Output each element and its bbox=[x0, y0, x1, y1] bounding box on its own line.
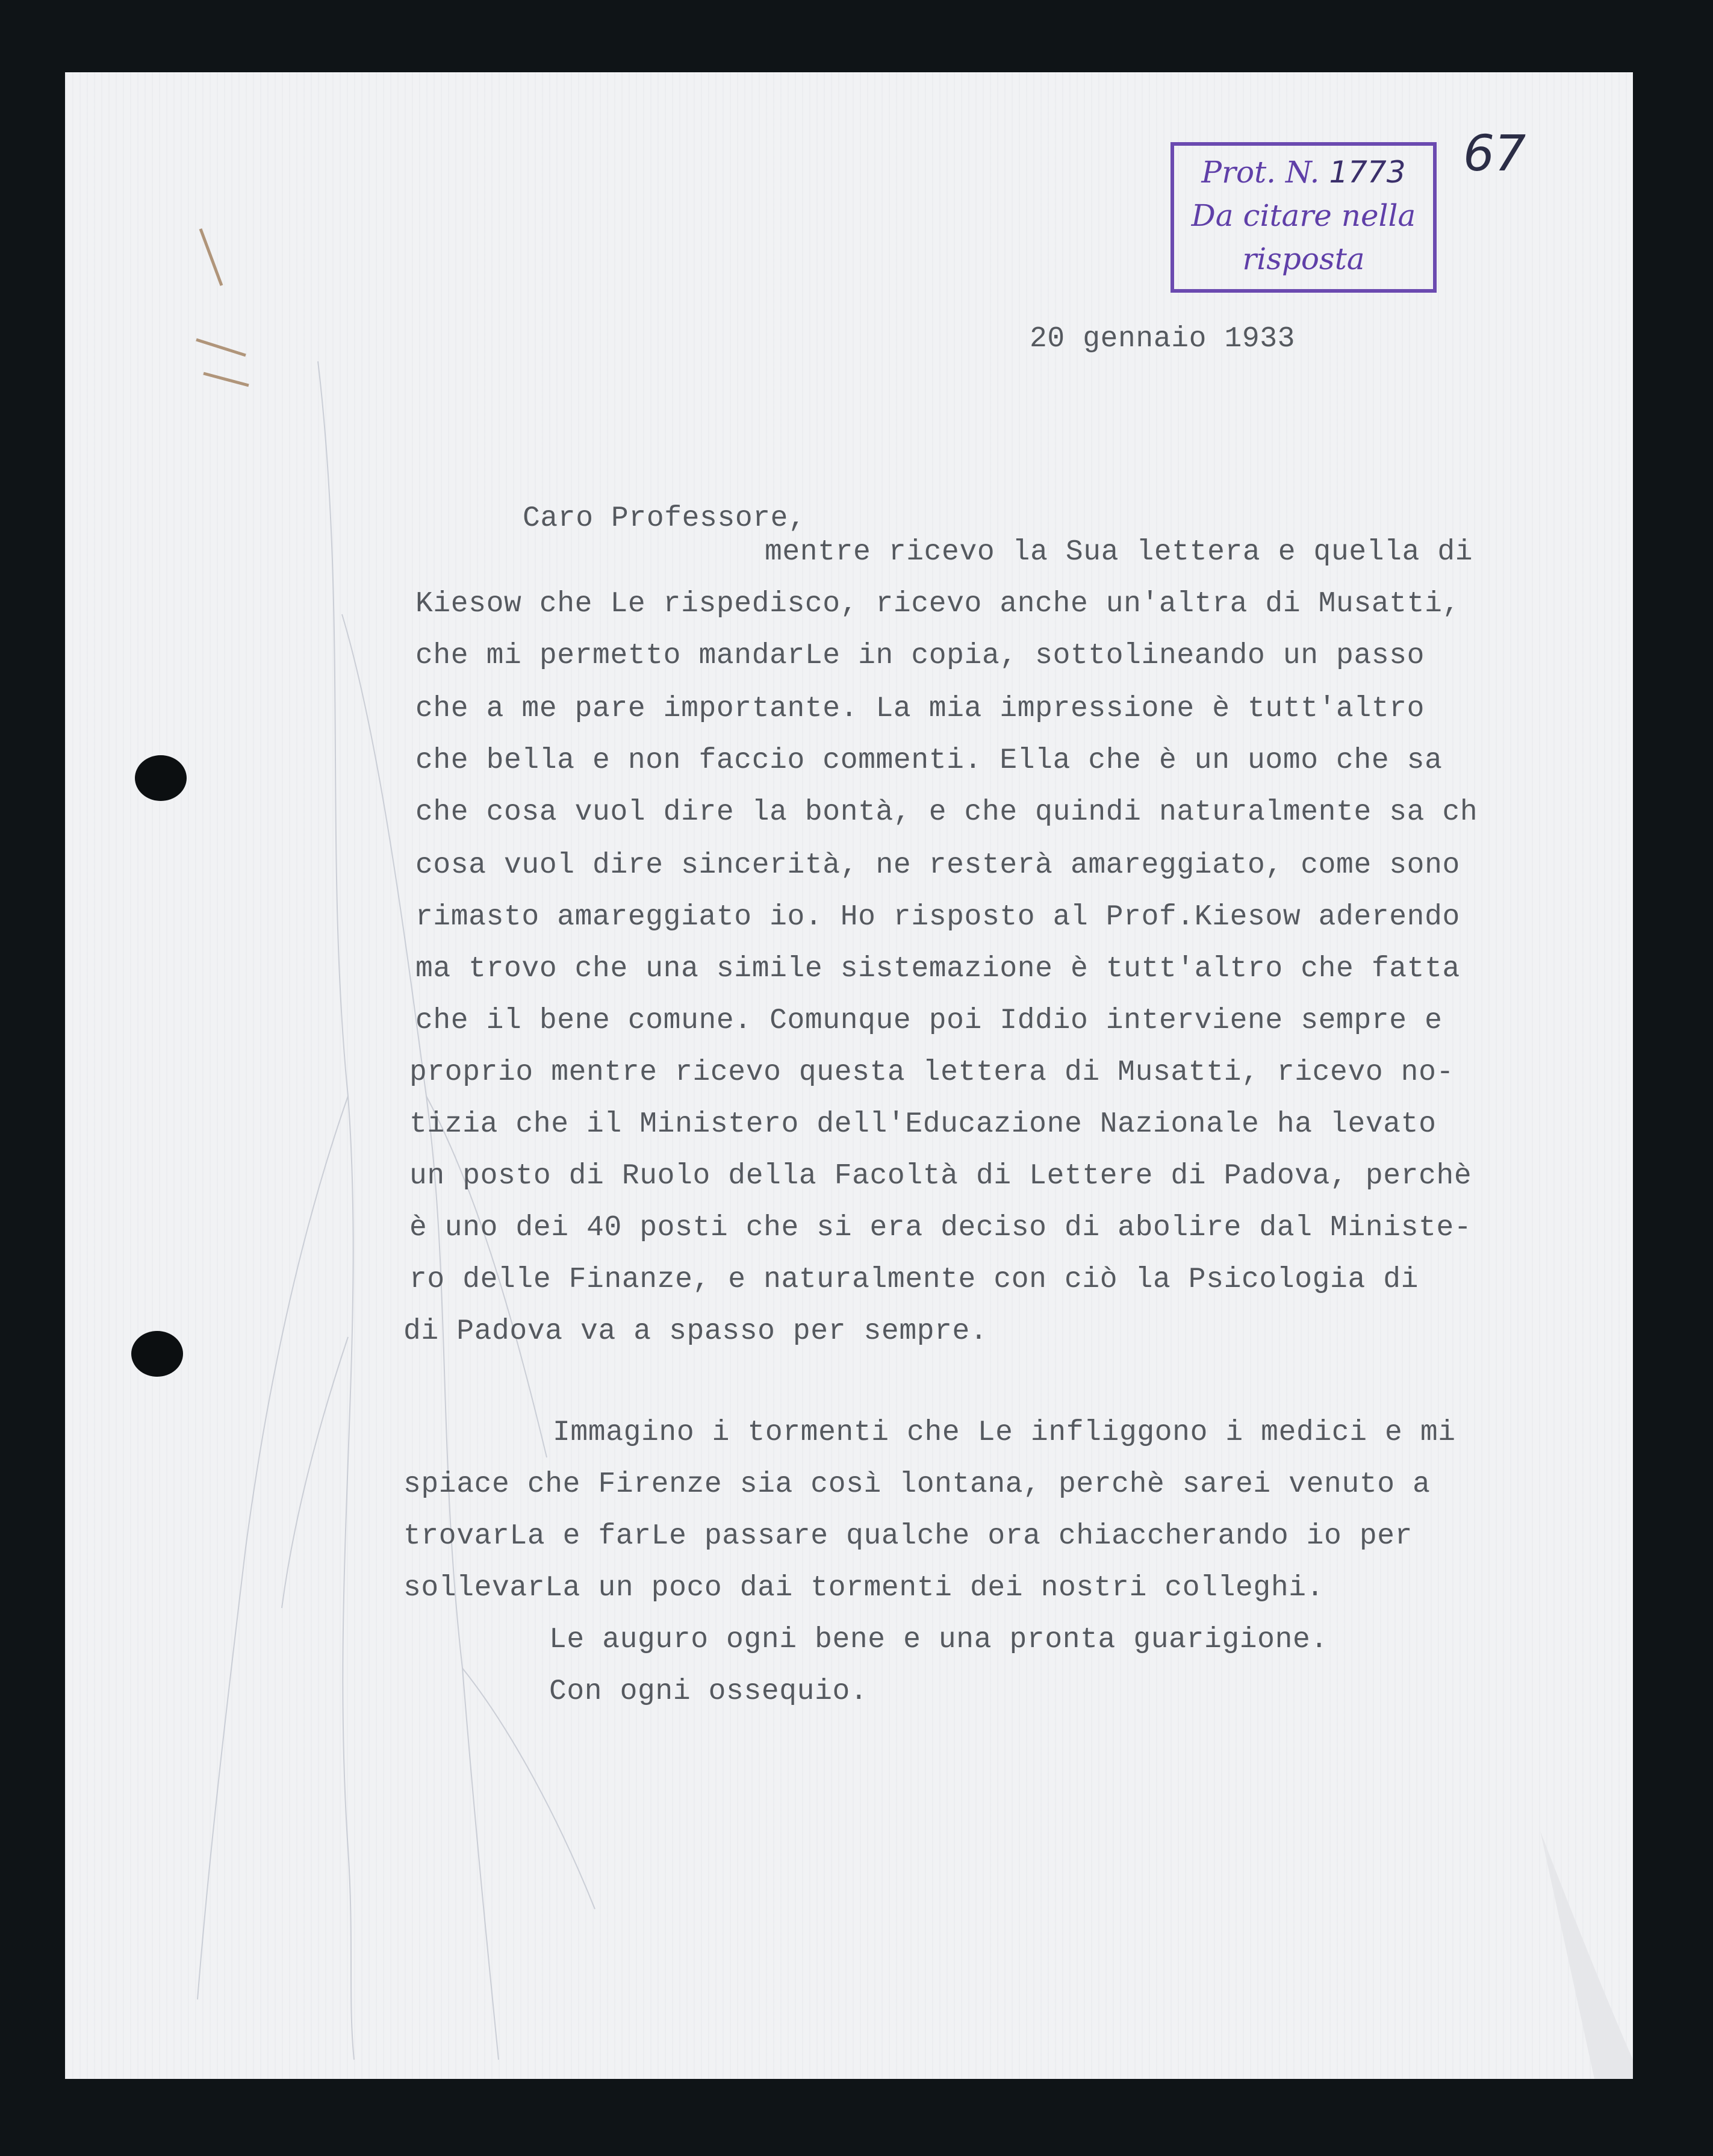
body-line: mentre ricevo la Sua lettera e quella di bbox=[765, 536, 1473, 569]
body-line: rimasto amareggiato io. Ho risposto al Prof.Kiesow aderendo bbox=[415, 901, 1460, 933]
body-line: Con ogni ossequio. bbox=[549, 1675, 868, 1708]
body-line: che a me pare importante. La mia impressione è tutt'altro bbox=[415, 693, 1425, 725]
body-line: Immagino i tormenti che Le infliggono i medici e mi bbox=[553, 1416, 1456, 1449]
stamp-protocol-number: 1773 bbox=[1329, 155, 1406, 190]
body-line: Kiesow che Le rispedisco, ricevo anche un'altra di Musatti, bbox=[415, 588, 1460, 620]
body-line: che mi permetto mandarLe in copia, sottolineando un passo bbox=[415, 640, 1425, 672]
letter-page bbox=[65, 72, 1633, 2079]
body-line: è uno dei 40 posti che si era deciso di abolire dal Ministe- bbox=[409, 1212, 1472, 1244]
punch-hole-bottom bbox=[131, 1331, 183, 1377]
body-line: trovarLa e farLe passare qualche ora chiaccherando io per bbox=[403, 1520, 1413, 1553]
body-line: un posto di Ruolo della Facoltà di Lettere di Padova, perchè bbox=[409, 1160, 1472, 1192]
body-line: che cosa vuol dire la bontà, e che quindi naturalmente sa ch bbox=[415, 796, 1478, 829]
body-line: cosa vuol dire sincerità, ne resterà amareggiato, come sono bbox=[415, 849, 1460, 882]
punch-hole-top bbox=[135, 755, 187, 801]
letter-salutation: Caro Professore, bbox=[523, 502, 806, 535]
body-line: ma trovo che una simile sistemazione è tutt'altro che fatta bbox=[415, 953, 1460, 985]
stamp-line-2: Da citare nella bbox=[1191, 198, 1416, 233]
body-line: che bella e non faccio commenti. Ella che è un uomo che sa bbox=[415, 744, 1443, 777]
body-line: proprio mentre ricevo questa lettera di Musatti, ricevo no- bbox=[409, 1056, 1454, 1089]
body-line: che il bene comune. Comunque poi Iddio interviene sempre e bbox=[415, 1005, 1443, 1037]
body-line: Le auguro ogni bene e una pronta guarigione. bbox=[549, 1624, 1328, 1656]
folio-number: 67 bbox=[1463, 125, 1526, 182]
letter-date: 20 gennaio 1933 bbox=[1030, 323, 1296, 355]
body-line: di Padova va a spasso per sempre. bbox=[403, 1315, 988, 1348]
stamp-protocol-label: Prot. N. bbox=[1201, 155, 1320, 190]
body-line: tizia che il Ministero dell'Educazione Nazionale ha levato bbox=[409, 1108, 1437, 1141]
protocol-stamp bbox=[1170, 142, 1437, 293]
stamp-line-3: risposta bbox=[1242, 241, 1365, 276]
body-line: ro delle Finanze, e naturalmente con ciò la Psicologia di bbox=[409, 1263, 1419, 1296]
body-line: spiace che Firenze sia così lontana, perchè sarei venuto a bbox=[403, 1468, 1431, 1501]
body-line: sollevarLa un poco dai tormenti dei nostri colleghi. bbox=[403, 1572, 1325, 1604]
